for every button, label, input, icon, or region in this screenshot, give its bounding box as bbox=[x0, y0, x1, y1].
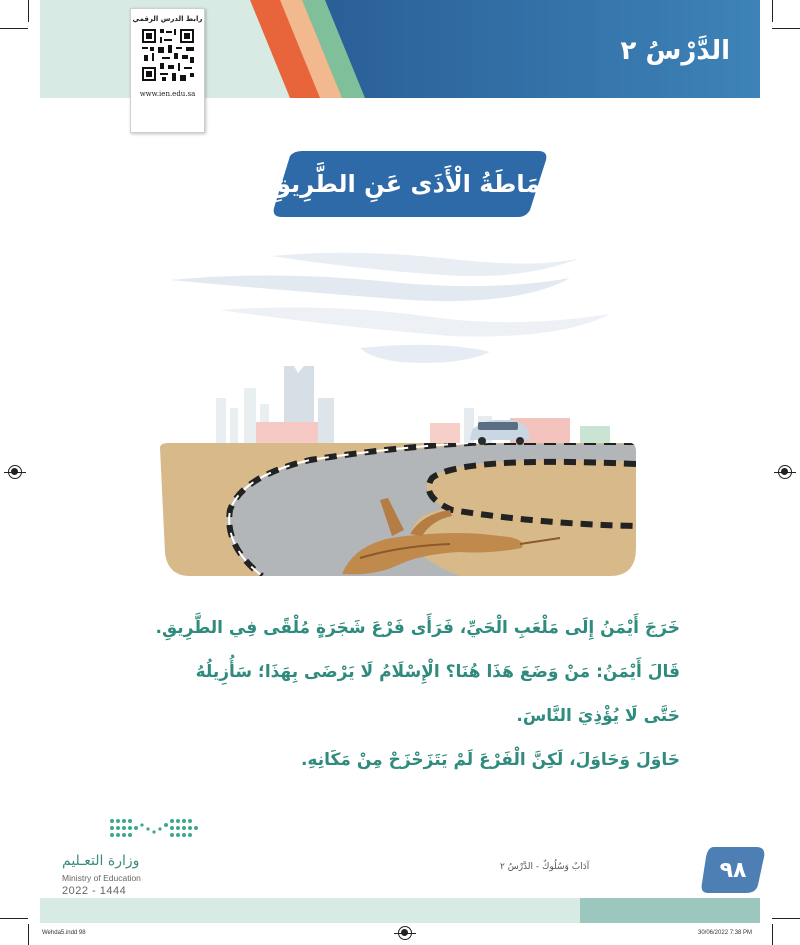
road-illustration bbox=[160, 248, 636, 576]
qr-code-card[interactable] bbox=[130, 8, 205, 133]
crop-mark bbox=[772, 0, 773, 22]
lesson-title: إِمَاطَةُ الْأَذَى عَنِ الطَّرِيقِ bbox=[269, 170, 549, 198]
ministry-name-english: Ministry of Education bbox=[62, 873, 141, 883]
crop-mark bbox=[772, 28, 800, 29]
ministry-dots-icon bbox=[108, 815, 200, 845]
ministry-name-arabic: وزارة التعـليم bbox=[62, 853, 140, 869]
crop-mark bbox=[0, 918, 28, 919]
qr-caption: رابط الدرس الرقمي bbox=[132, 15, 203, 23]
crop-mark bbox=[28, 924, 29, 945]
story-line: خَرَجَ أَيْمَنُ إِلَى مَلْعَبِ الْحَيِّ، فَرَأَى فَرْعَ شَجَرَةٍ مُلْقًى فِي الطَّرِيقِ. bbox=[155, 618, 680, 638]
story-text bbox=[70, 617, 680, 793]
car-icon bbox=[470, 420, 530, 445]
qr-code-icon bbox=[140, 27, 196, 83]
qr-url: www.ien.edu.sa bbox=[139, 90, 196, 98]
ministry-years: 2022 - 1444 bbox=[62, 885, 127, 897]
lesson-title-banner bbox=[268, 148, 550, 220]
unit-reference: آدَابٌ وَسُلُوكٌ - الدَّرْسُ ٢ bbox=[500, 862, 590, 872]
print-slug-file: Wehda5.indd 98 bbox=[42, 930, 86, 936]
registration-mark bbox=[8, 465, 22, 479]
print-slug-timestamp: 30/06/2022 7:38 PM bbox=[698, 930, 753, 936]
crop-mark bbox=[772, 924, 773, 945]
crop-mark bbox=[28, 0, 29, 22]
registration-mark bbox=[398, 926, 412, 940]
crop-mark bbox=[772, 918, 800, 919]
lesson-number-title: الدَّرْسُ ٢ bbox=[620, 36, 730, 66]
registration-mark bbox=[778, 465, 792, 479]
story-line: حَاوَلَ وَحَاوَلَ، لَكِنَّ الْفَرْعَ لَمْ يَتَزَحْزَحْ مِنْ مَكَانِهِ. bbox=[300, 750, 680, 770]
story-line: قَالَ أَيْمَنُ: مَنْ وَضَعَ هَذَا هُنَا؟ الْإِسْلَامُ لَا يَرْضَى بِهَذَا؛ سَأُزِيلُهُ bbox=[195, 662, 680, 682]
story-line: حَتَّى لَا يُؤْذِيَ النَّاسَ. bbox=[516, 706, 680, 726]
crop-mark bbox=[0, 28, 28, 29]
bottom-band bbox=[40, 898, 760, 923]
page-number: ٩٨ bbox=[719, 857, 747, 883]
road-scene-image bbox=[160, 248, 636, 576]
